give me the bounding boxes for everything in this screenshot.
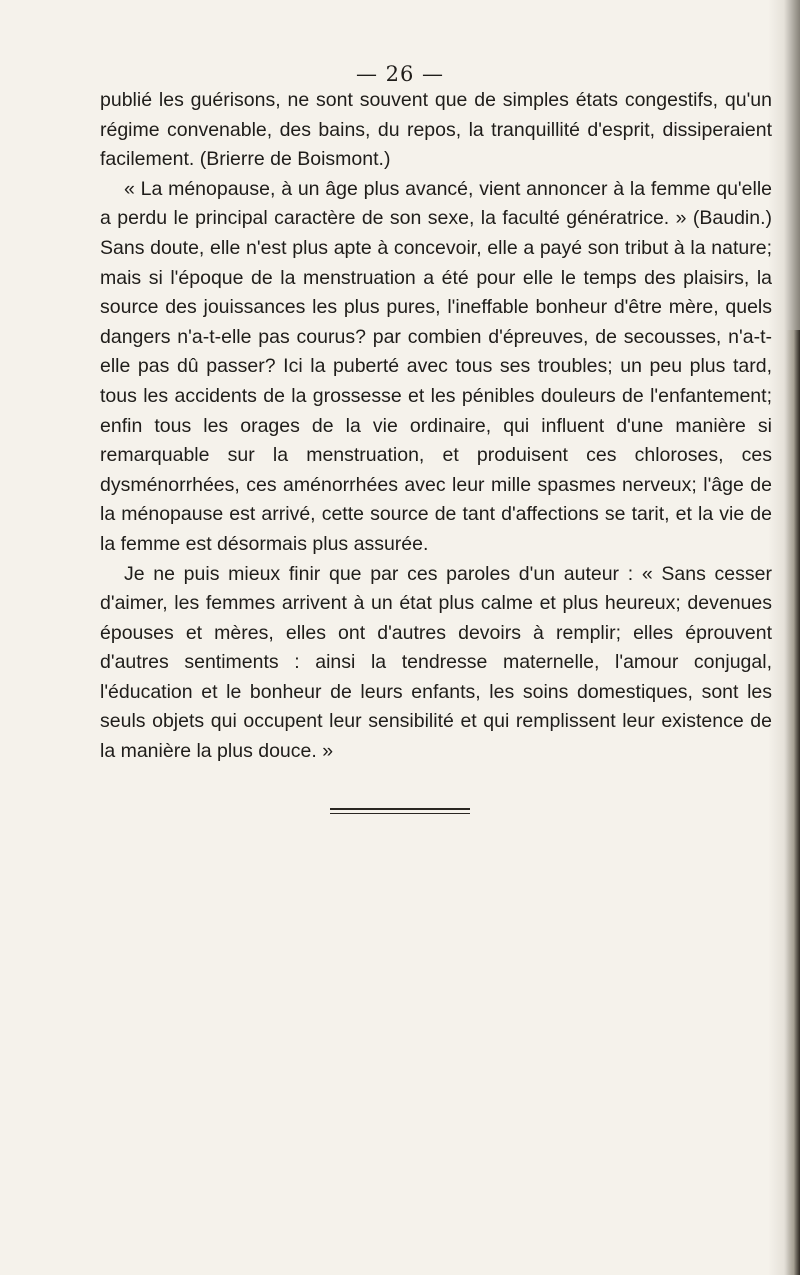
page-number: — 26 —	[355, 62, 445, 86]
body-text	[100, 86, 772, 767]
paragraph-2: « La ménopause, à un âge plus avancé, vient annoncer à la femme qu'elle a perdu le principal caractère de son sexe, la faculté génératrice. » (Baudin.) Sans doute, elle n'est plus apte à concevoir, elle a payé son tribut à la nature; mais si l'époque de la menstruation a été pour elle le temps des plaisirs, la source des jouissances les plus pures, l'ineffable bonheur d'être mère, quels dangers n'a-t-elle pas courus? par combien d'épreuves, de secousses, n'a-t-elle pas dû passer? Ici la puberté avec tous ses troubles; un peu plus tard, tous les accidents de la grossesse et les pénibles douleurs de l'enfantement; enfin tous les orages de la vie ordinaire, qui influent d'une manière si remarquable sur la menstruation, et produisent ces chloroses, ces dysménorrhées, ces aménorrhées avec leur mille spasmes nerveux; l'âge de la ménopause est arrivé, cette source de tant d'affections se tarit, et la vie de la femme est désormais plus assurée.	[100, 177, 772, 555]
paragraph-1: publié les guérisons, ne sont souvent que de simples états congestifs, qu'un régime convenable, des bains, du repos, la tranquillité d'esprit, dissiperaient facilement. (Brierre de Boismont.)	[100, 89, 772, 171]
section-end-rule-thin	[330, 813, 470, 814]
page-edge-shadow	[786, 330, 800, 1275]
section-end-rule	[330, 808, 470, 810]
paragraph-3: Je ne puis mieux finir que par ces paroles d'un auteur : « Sans cesser d'aimer, les femmes arrivent à un état plus calme et plus heureux; devenues épouses et mères, elles ont d'autres devoirs à remplir; elles éprouvent d'autres sentiments : ainsi la tendresse maternelle, l'amour conjugal, l'éducation et le bonheur de leurs enfants, les soins domestiques, sont les seuls objets qui occupent leur sensibilité et qui remplissent leur existence de la manière la plus douce. »	[100, 562, 772, 763]
